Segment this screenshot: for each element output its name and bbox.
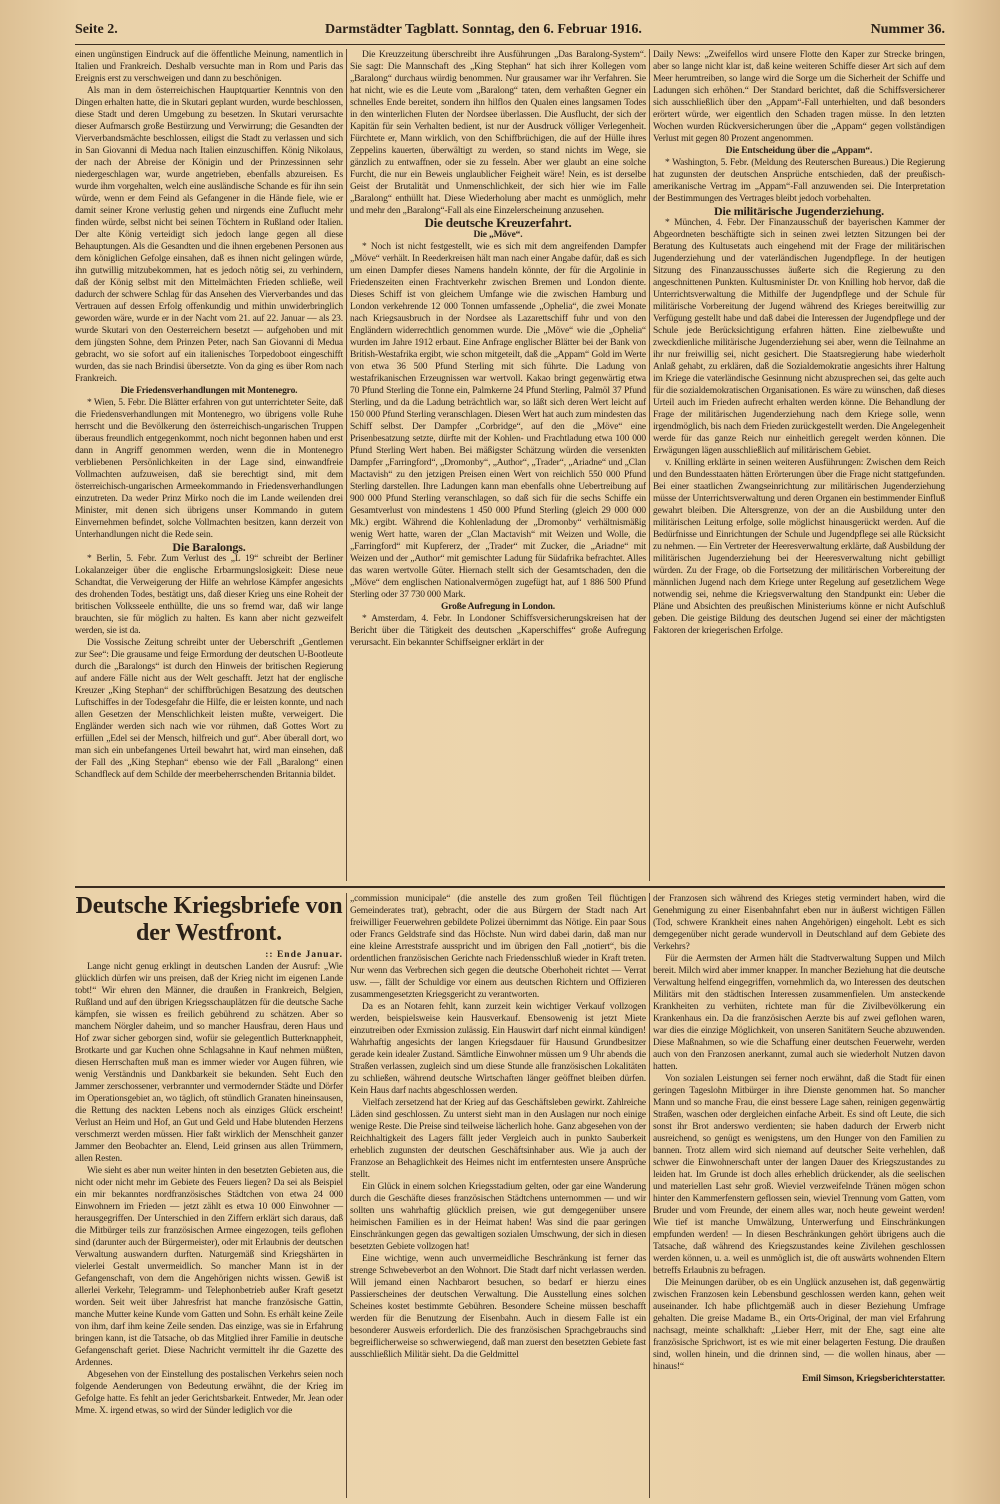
paragraph: * Noch ist nicht festgestellt, wie es sich mit dem angreifenden Dampfer „Möve“ verhält. In Reederkreisen hält man nach einer Angabe dafür, daß es sich um einen Dampfer dieses Namens handeln könnte, der für die Argolinie in Friedenszeiten einen Frachtverkehr zwischen Bremen und London diente. Dieses Schiff ist von gleichem Umfange wie die zwischen Hamburg und London verkehrende 12 000 Tonnen umfassende „Ophelia“, die zwei Monate nach Kriegsausbruch in der Nordsee als Lazarettschiff fuhr und von den Engländern widerrechtlich genommen wurde. Die „Möve“ wie die „Ophelia“ wurden im Jahre 1912 erbaut. Eine Anfrage englischer Blätter bei der Bank von British-Westafrika ergibt, wie schon mitgeteilt, daß die „Appam“ Gold im Werte von etwa 36 500 Pfund Sterling mit sich führte. Die Ladung von westafrikanischen Erzeugnissen war wertvoll. Kakao bringt gegenwärtig etwa 70 Pfund Sterling die Tonne ein, Palmkerne 24 Pfund Sterling, Palmöl 37 Pfund Sterling, und da die Ladung beträchtlich war, so läßt sich deren Wert leicht auf 150 000 Pfund Sterling veranschlagen. Diesen Wert hat auch zum mindesten das Schiff selbst. Der Dampfer „Corbridge“, auf den die „Möve“ eine Prisenbesatzung setzte, dürfte mit der Kohlen- und Frachtladung etwa 100 000 Pfund Sterling Wert haben. Bei mäßigster Schätzung würden die versenkten Dampfer „Farringford“, „Dromonby“, „Author“, „Trader“, „Ariadne“ und „Clan Mactavish“ zu den jetzigen Preisen einen Wert von reichlich 550 000 Pfund Sterling darstellen. Ihre Ladungen kann man ebenfalls ohne Uebertreibung auf 900 000 Pfund Sterling veranschlagen, so daß sich für die sechs Schiffe ein Gesamtverlust von mindestens 1 450 000 Pfund Sterling (gleich 29 000 000 Mk.) ergibt. Während die Kohlenladung der „Dromonby“ verhältnismäßig wenig Wert hatte, waren der „Clan Mactavish“ mit Weizen und Wolle, die „Farringford“ mit Kupfererz, der „Trader“ mit Zucker, die „Ariadne“ mit Weizen und der „Author“ mit gemischter Ladung für Südafrika befrachtet. Alles das waren wertvolle Güter. Hiernach stellt sich der Gesamtschaden, den die „Möve“ dem englischen Nationalvermögen zugefügt hat, auf 1 886 500 Pfund Sterling oder 37 730 000 Mark.	[350, 242, 646, 600]
bottom-column-2	[350, 893, 646, 1361]
paragraph: der Franzosen sich während des Krieges stetig vermindert haben, wird die Genehmigung zu einer Eisenbahnfahrt eben nur in äußerst wichtigen Fällen (Tod, schwere Krankheit eines nahen Angehörigen) eingeholt. Lebt es sich demgegenüber nicht gerade wundervoll in Deutschland auf dem Gebiete des Verkehrs?	[653, 894, 945, 952]
paragraph: * Berlin, 5. Febr. Zum Verlust des „L 19“ schreibt der Berliner Lokalanzeiger über die englische Erbarmungslosigkeit: Diese neue Schandtat, die Verweigerung der Hilfe an wehrlose Kämpfer angesichts des drohenden Todes, bestätigt uns, daß dieser Krieg uns eine Roheit der britischen Volksseele enthüllte, die uns so fremd war, daß wir lange brauchten, sie für möglich zu halten. Es kann aber nicht gezweifelt werden, sie ist da.	[75, 554, 343, 636]
paragraph: * Wien, 5. Febr. Die Blätter erfahren von gut unterrichteter Seite, daß die Friedensverhandlungen mit Montenegro, wo übrigens volle Ruhe herrscht und die Bevölkerung den österreichisch-ungarischen Truppen überaus freundlich entgegenkommt, noch nicht begonnen haben und erst dann in Angriff genommen werden, wenn die in Montenegro verbliebenen Persönlichkeiten in der Lage sind, einwandfreie Vollmachten aufzuweisen, daß sie berechtigt sind, mit dem österreichisch-ungarischen Armeekommando in Friedensverhandlungen einzutreten. Da weder Prinz Mirko noch die im Lande weilenden drei Minister, mit denen sich übrigens unser Kommando in gutem Einvernehmen befindet, solche Vollmachten besitzen, kann derzeit von Unterhandlungen nicht die Rede sein.	[75, 398, 343, 540]
section-heading: Die Entscheidung über die „Appam“.	[725, 146, 873, 156]
column-2	[350, 49, 646, 649]
paragraph: Die Meinungen darüber, ob es ein Unglück anzusehen ist, daß gegenwärtig zwischen Franzosen kein Lebensbund geschlossen werden kann, gehen weit auseinander. Ich habe pflichtgemäß auch in dieser Beziehung Umfrage gehalten. Die greise Madame B., ein Orts-Original, der man viel Erfahrung nachsagt, meinte schalkhaft: „Lieber Herr, mit der Ehe, sagt eine alte französische Sprichwort, ist es wie mit einer belagerten Festung. Die draußen sind, wollen hinein, und die drinnen sind, — die wollen hinaus, aber — hinaus!“	[653, 1278, 945, 1372]
paragraph: Für die Aermsten der Armen hält die Stadtverwaltung Suppen und Milch bereit. Milch wird aber immer knapper. In mancher Beziehung hat die deutsche Verwaltung helfend eingegriffen, vornehmlich da, wo Interessen des deutschen Militärs mit den städtischen Interessen zusammenfielen. Um ansteckende Krankheiten zu verhüten, richtete man für die Zivilbevölkerung ein Krankenhaus ein. Da die französischen Aerzte bis auf zwei geflohen waren, war dies die einzige Möglichkeit, von unseren Sanitätern Seuche abzuwenden. Diese Maßnahmen, so wie die Schaffung einer deutschen Feuerwehr, werden auch von den Franzosen anerkannt, zumal auch sie wiederholt Nutzen davon hatten.	[653, 954, 945, 1072]
paragraph: Vielfach zersetzend hat der Krieg auf das Geschäftsleben gewirkt. Zahlreiche Läden sind geschlossen. Zu unterst sieht man in den Auslagen nur noch einige wenige Reste. Die Preise sind teilweise lächerlich hohe. Ganz abgesehen von der Reichhaltigkeit des Lagers fällt jeder Vergleich auch in punkto Sauberkeit erheblich zugunsten der deutschen Geschäftsinhaber aus. Wie ja auch der Franzose an Behaglichkeit des Heimes nicht im entferntesten unsere Ansprüche stellt.	[350, 1098, 647, 1180]
masthead-date: Darmstädter Tagblatt. Sonntag, den 6. Februar 1916.	[325, 22, 642, 37]
paragraph: Als man in dem österreichischen Hauptquartier Kenntnis von den Dingen erhalten hatte, die in Skutari geplant wurden, wurde beschlossen, diese Stadt und deren Umgebung zu besetzen. In Skutari verursachte dieser Aufmarsch große Bestürzung und Verwirrung; die Gesandten der Vierverbandsmächte beschlossen, eiligst die Stadt zu verlassen und sich in San Giovanni di Medua nach Italien einzuschiffen. König Nikolaus, der nach der Abreise der Königin und der Prinzessinnen sehr niedergeschlagen war, wurde angetrieben, ebenfalls abzureisen. Es wurde ihm vorgehalten, welch eine ausländische Schande es für ihn sein würde, wenn er dem Feind als Gefangener in die Hände fiele, wie er damit seiner Krone verlustig gehen und nirgends eine Zuflucht mehr finden würde, selbst nicht bei seinen Töchtern in Rußland oder Italien. Der alte König verteidigt sich jedoch lange gegen all diese Behauptungen. Als die Gesandten und die ihnen ergebenen Personen aus dem königlichen Gefolge einsahen, daß es ihnen nicht gelingen würde, ihn gutwillig mitzubekommen, hat es jedoch nötig sei, zu verhindern, daß der König selbst mit den Mittelmächten Frieden schließe, weil dadurch der schwere Schlag für das Ansehen des Vierverbandes und das Vertrauen auf dessen Erfolg offenkundig und mithin unwiderbringlich geworden wäre, wurde er in der Nacht vom 21. auf 22. Januar — als 23. wurde Skutari von den Oesterreichern besetzt — aufgehoben und mit dem jüngsten Sohne, dem Prinzen Peter, nach San Giovanni di Medua gebracht, wo sie sofort auf ein italienisches Torpedoboot eingeschifft wurden, das sie nach Brindisi übersetzte. Von da ging es über Rom nach Frankreich.	[75, 86, 343, 384]
paragraph: Lange nicht genug erklingt in deutschen Landen der Ausruf: „Wie glücklich dürfen wir uns preisen, daß der Krieg nicht im eigenen Lande tobt!“ Wir ehren den Männer, die draußen in Frankreich, Belgien, Rußland und auf den übrigen Kriegsschauplätzen für die deutsche Sache kämpfen, sie wissen es freilich gebührend zu schätzen. Aber so manchem Nörgler daheim, und so mancher Hausfrau, deren Haus und Hof zwar sicher geborgen sind, wofür sie gelegentlich Butterknappheit, Brotkarte und gar Kuchen ohne Schlagsahne in Kauf nehmen müßten, diesen Herrschaften muß man es immer wieder vor Augen führen, wie wenig Verständnis und Dankbarkeit sie bekunden. Seht Euch den Jammer zerschossener, verbrannter und vermodernder Städte und Dörfer im Operationsgebiet an, wo täglich, oft stündlich Granaten hineinsausen, die Rettung des nackten Lebens noch als einziges Glück erscheint! Verlust an Heim und Hof, an Gut und Geld und Habe blutenden Herzens verschmerzt werden müssen. Hier faßt wirklich der Menschheit ganzer Jammer den Beobachter an. Elend, Leid grinsen aus allen Trümmern, allen Resten.	[75, 962, 343, 1164]
paragraph: Eine wichtige, wenn auch unvermeidliche Beschränkung ist ferner das strenge Schwebeverbot an den Wohnort. Die Stadt darf nicht verlassen werden. Will jemand einen Nachbarort besuchen, so bedarf er hierzu eines Passierscheines der deutschen Verwaltung. Die Ausstellung eines solchen Scheines kostet bestimmte Gebühren. Besondere Scheine müssen beschafft werden für die Benutzung der Eisenbahn. Auch in diesem Falle ist ein besonderer Ausweis erforderlich. Die des französischen Sprachgebrauchs sind begreiflicherweise so schwerwiegend, daß man zuerst den besetzten Gebiete fast ausschließlich Militär sieht. Da die Geldmittel	[350, 1254, 646, 1360]
feature-headline: Deutsche Kriegsbriefe von der Westfront.	[75, 893, 343, 946]
dateline: :: Ende Januar.	[265, 950, 343, 960]
paragraph: Wie sieht es aber nun weiter hinten in den besetzten Gebieten aus, die nicht oder nicht mehr im Gebiete des Feuers liegen? Da sei als Beispiel ein mir bekanntes nordfranzösisches Städtchen von etwa 24 000 Einwohnern im Frieden — jetzt zählt es etwa 10 000 Einwohner — herausgegriffen. Der Unterschied in den Ziffern erklärt sich daraus, daß die Mitbürger teils zur französischen Armee eingezogen, teils geflohen sind (darunter auch der Bürgermeister), oder mit Erlaubnis der deutschen Verwaltung auswandern durften. Naturgemäß sind Kriegshärten in vielerlei Gestalt unvermeidlich. So mancher Mann ist in der Gefangenschaft, von dem die Angehörigen nichts wissen. Gewiß ist allerlei Verkehr, Telegramm- und Telephonbetrieb außer Kraft gesetzt worden. Seit weit über Jahresfrist hat manche französische Gattin, manche Mutter keine Kunde vom Gatten und Sohn. Es erhält keine Zeile von ihm, darf ihm keine Zeile senden. Das einzige, was sie in Erfahrung bringen kann, ist die Tatsache, ob das Mitglied ihrer Familie in deutsche Gefangenschaft geriet. Diese Nachricht vermittelt ihr die Gazette des Ardennes.	[75, 1166, 343, 1368]
column-3	[653, 49, 945, 637]
paragraph: Die Vossische Zeitung schreibt unter der Ueberschrift „Gentlemen zur See“: Die grausame und feige Ermordung der deutschen U-Bootleute durch die „Baralongs“ ist durch den Hinweis der britischen Regierung auf andere Fälle nicht aus der Welt geschafft. Jetzt hat der englische Kreuzer „King Stephan“ der schiffbrüchigen Besatzung des deutschen Luftschiffes in der Todesgefahr die Hilfe, die er leisten konnte, und nach allen Gesetzen der Menschlichkeit leisten mußte, verweigert. Die Engländer werden sich nach wie vor rühmen, daß Gottes Wort zu erfüllen „Edel sei der Mensch, hilfreich und gut“. Aber überall dort, wo man sich ein unbefangenes Urteil bewahrt hat, wird man einsehen, daß der Fall des „King Stephan“ ebenso wie der Fall „Baralong“ einen Schandfleck auf dem Schilde der meerbeherrschenden Britannia bildet.	[75, 638, 343, 780]
paragraph: Da es an Notaren fehlt, kann zurzeit kein wichtiger Verkauf vollzogen werden, beispielsweise kein Hausverkauf. Ebensowenig ist jetzt Miete einzutreiben oder Exmission zulässig. Ein Hauswirt darf nicht einmal kündigen! Wahrhaftig angesichts der langen Kriegsdauer für Hausund Grundbesitzer gerade kein idealer Zustand. Sämtliche Einwohner müssen um 9 Uhr abends die Straßen verlassen, zugleich sind um diese Stunde alle französischen Lokalitäten zu schließen, während deutsche Wirtschaften länger geöffnet bleiben dürfen. Kein Haus darf nachts abgeschlossen werden.	[350, 1002, 646, 1096]
paragraph: * München, 4. Febr. Der Finanzausschuß der bayerischen Kammer der Abgeordneten beschäftigte sich in seinen zwei letzten Sitzungen bei der Beratung des Kultusetats auch eingehend mit der Frage der militärischen Jugenderziehung und der vaterländischen Jugendpflege. In der heutigen Sitzung des Finanzausschusses äußerte sich die Regierung zu den angeschnittenen Punkten. Kultusminister Dr. von Knilling hob hervor, daß die Unterrichtsverwaltung die Mithilfe der Jugendpflege und der Schule für militärische Vorbereitung der Jugend während des Krieges bereitwillig zur Verfügung gestellt habe und daß dabei die Interessen der Jugendpflege und der Schule jede Berücksichtigung erfahren hätten. Eine zielbewußte und zweckdienliche militärische Jugenderziehung sei aber, wenn die Teilnahme an ihr nur freiwillig sei, nicht gesichert. Die Staatsregierung habe wiederholt Anlaß gehabt, zu erklären, daß die Sozialdemokratie angesichts ihrer Haltung im Kriege die vaterländische Gesinnung nicht abzusprechen sei, das gelte auch für die sozialdemokratischen Organisationen. Es wäre zu wünschen, daß dieses Urteil auch im Frieden aufrecht erhalten werden könne. Die Behandlung der Frage der militärischen Jugenderziehung nach dem Kriege solle, wenn irgendmöglich, bis nach dem Frieden zurückgestellt werden. Die Angelegenheit werde für das ganze Reich nur einheitlich geregelt werden können. Die Erwägungen lägen ausschließlich auf militärischem Gebiet.	[653, 218, 945, 456]
section-heading: Große Aufregung in London.	[440, 602, 555, 612]
issue-number: Nummer 36.	[870, 22, 945, 37]
column-divider	[346, 49, 347, 881]
paragraph: Daily News: „Zweifellos wird unsere Flotte den Kaper zur Strecke bringen, aber so lange nicht klar ist, daß keine weiteren Schiffe dieser Art sich auf dem Meer herumtreiben, so lange wird die Sorge um die Sicherheit der Schiffe und Ladungen sich erhöhen.“ Der Standard berichtet, daß die Schiffsversicherer sich ausschließlich über den „Appam“-Fall unterhielten, und daß besonders erörtert würde, wer eigentlich den Schaden tragen müsse. In den letzten Wochen wurden Rückversicherungen über die „Appam“ gegen vollständigen Verlust mit gegen 80 Prozent angenommen.	[653, 50, 945, 144]
paragraph: Die Kreuzzeitung überschreibt ihre Ausführungen „Das Baralong-System“. Sie sagt: Die Mannschaft des „King Stephan“ hat sich ihrer Kollegen vom „Baralong“ durchaus würdig benommen. Nur grausamer war ihr Verfahren. Sie hat nicht, wie es die Leute vom „Baralong“ taten, dem verhaßten Gegner ein schnelles Ende bereitet, sondern ihn hilflos den Qualen eines langsamen Todes in den winterlichen Fluten der Nordsee überlassen. Die Ausflucht, der sich der Kapitän für sein Verhalten bedient, ist nur der Ausdruck völliger Verlegenheit. Fürchtete er, Mann wirklich, von den Schiffbrüchigen, die auf der Hülle ihres Zeppelins kauerten, überwältigt zu werden, so stand nichts im Wege, sie gänzlich zu entwaffnen, oder sie zu fesseln. Aber wer glaubt an eine solche Furcht, die nur ein Beweis unglaublicher Feigheit wäre! Nein, es ist derselbe Geist der Brutalität und Unmenschlichkeit, der sich hier wie im Falle „Baralong“ enthüllt hat. Diese Wiederholung aber macht es unmöglich, mehr und mehr den „Baralong“-Fall als eine Einzelerscheinung anzusehen.	[350, 50, 646, 216]
page-number: Seite 2.	[75, 22, 118, 37]
column-divider	[346, 893, 347, 1498]
column-1	[75, 49, 343, 781]
bottom-column-3	[653, 893, 945, 1385]
column-divider	[649, 893, 650, 1498]
header-rule	[75, 44, 945, 45]
section-heading: Die deutsche Kreuzerfahrt.	[424, 215, 572, 230]
paragraph: * Amsterdam, 4. Febr. In Londoner Schiffsversicherungskreisen hat der Bericht über die Tätigkeit des deutschen „Kaperschiffes“ große Aufregung verursacht. Ein bekannter Schiffseigner erklärt in der	[350, 614, 646, 648]
author-signature: Emil Simson, Kriegsberichterstatter.	[801, 1374, 945, 1384]
paragraph: einen ungünstigen Eindruck auf die öffentliche Meinung, namentlich in Italien und Frankreich. Deshalb versuchte man in Rom und Paris das Ereignis erst zu verschweigen und dann zu beschönigen.	[75, 50, 343, 84]
paragraph: Ein Glück in einem solchen Kriegsstadium gelten, oder gar eine Wanderung durch die Geschäfte dieses französischen Städtchens unternommen — und wir sollten uns wahrhaftig glücklich preisen, wie gut demgegenüber unsere heimischen Familien es in der Heimat haben! Was sind die paar geringen Einschränkungen gegen das gewaltigen sozialen Umschwung, der sich in diesen besetzten Gebiete vollzogen hat!	[350, 1182, 646, 1252]
paragraph: v. Knilling erklärte in seinen weiteren Ausführungen: Zwischen dem Reich und den Bundesstaaten hätten Erörterungen über die Frage nicht stattgefunden. Bei einer staatlichen Zwangseinrichtung zur militärischen Jugenderziehung müsse der Unterrichtsverwaltung und deren Organen ein bestimmender Einfluß gewahrt bleiben. Die Altersgrenze, von der an die Ausbildung unter den militärischen Leitung erfolge, solle möglichst hinausgerückt werden. Auf die Bedürfnisse und Einrichtungen der Schule und Jugendpflege sei alle Rücksicht zu nehmen. — Ein Vertreter der Heeresverwaltung erklärte, daß Ausbildung der militärischen Jugenderziehung bei der Heeresverwaltung nicht gebilligt würden. Zu der Frage, ob die Fortsetzung der militärischen Vorbereitung der männlichen Jugend nach dem Kriege unter Regelung auf gesetzlichem Wege notwendig sei, nehme die Kriegsverwaltung den Standpunkt ein: Ueber die Pläne und Absichten des preußischen Ministeriums könne er nicht Aufschluß geben. Die geistige Bildung des deutschen Jugend sei einer der mächtigsten Faktoren der kriegerischen Erfolge.	[653, 458, 945, 636]
section-heading: Die Friedensverhandlungen mit Montenegro.	[120, 386, 298, 396]
paragraph: Abgesehen von der Einstellung des postalischen Verkehrs seien noch folgende Aenderungen von Bedeutung erwähnt, die der Krieg im Gefolge hatte. Es fehlt an jeder Gerichtsbarkeit. Entweder, Mr. Jean oder Mme. X. irgend etwas, so wird der Sünder lediglich vor die	[75, 1370, 343, 1416]
paragraph: „commission municipale“ (die anstelle des zum großen Teil flüchtigen Gemeinderates trat), gebracht, oder die aus Bürgern der Stadt nach Art freiwilliger Feuerwehren gebildete Polizei übernimmt das Nötige. Ein paar Sous oder Francs Geldstrafe sind das Höchste. Nun wird dabei darin, daß man nur eine kleine Arreststrafe ausspricht und im übrigen den Fall „notiert“, bis die ordentlichen französischen Gerichte nach Friedensschluß wieder in Kraft treten. Nur wenn das Verbrechen sich gegen die deutsche Oberhoheit richtet — Verrat usw. —, fällt der Schuldige vor einem aus deutschen Richtern und Offizieren zusammengesetzten Kriegsgericht zu verantworten.	[350, 894, 646, 1000]
paragraph: * Washington, 5. Febr. (Meldung des Reuterschen Bureaus.) Die Regierung hat zugunsten der deutschen Ansprüche entschieden, daß der preußisch-amerikanische Vertrag im „Appam“-Fall anzuwenden sei. Die Interpretation der Bestimmungen des Vertrages bleibt jedoch vorbehalten.	[653, 158, 945, 204]
subheading: Die „Möve“.	[473, 230, 523, 240]
section-rule	[75, 886, 945, 888]
section-heading: Die Baralongs.	[172, 540, 246, 554]
column-divider	[649, 49, 650, 881]
section-heading: Die militärische Jugenderziehung.	[713, 204, 885, 218]
paragraph: Von sozialen Leistungen sei ferner noch erwähnt, daß die Stadt für einen geringen Tageslohn Mitbürger in ihre Dienste genommen hat. So mancher Mann und so manche Frau, die einst bessere Lage sahen, reinigen gegenwärtig Straßen, waschen oder dergleichen einfache Arbeit. Es sind oft Leute, die sich sonst ihr Brot anderswo verdienten; sie haben dadurch der Erwerb nicht ausreichend, so genügt es wenigstens, um den Hunger von den Familien zu bannen. Trotz allem wird sich niemand auf deutscher Seite verhehlen, daß schwer die Einwohnerschaft unter der langen Dauer des Kriegszustandes zu leiden hat. Im Grunde ist doch alles erheblich drückender, als die seelischen und materiellen Last sehr groß. Wieviel verzweifelnde Tränen mögen schon hinter den Kammerfenstern geflossen sein, wieviel Trennung vom Gatten, vom Bruder und vom Freunde, der einem alles war, noch heute geweint werden! Wie tief ist manche Umwälzung, Unterwerfung und Einschränkungen empfunden werden! — In diesen Beschränkungen gehört übrigens auch die Tatsache, daß während des Kriegszustandes keine Zivilehen geschlossen werden können, u. a. weil es unmöglich ist, die oft auswärts wohnenden Eltern betreffs Erlaubnis zu befragen.	[653, 1074, 945, 1276]
bottom-column-1	[75, 893, 343, 1417]
page-header	[75, 22, 945, 42]
